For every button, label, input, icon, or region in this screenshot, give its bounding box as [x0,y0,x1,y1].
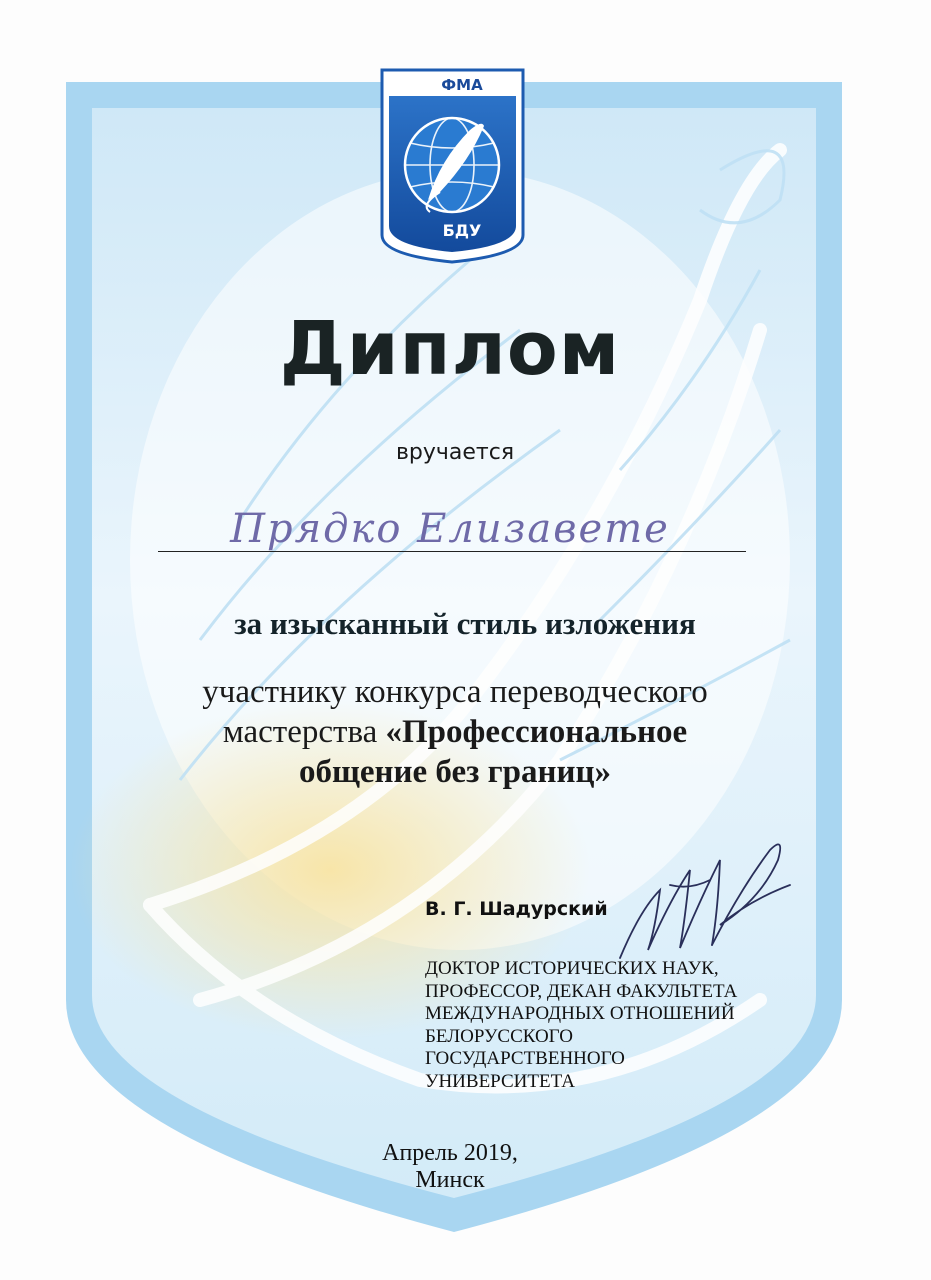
contest-name-part-1: «Профессиональное [385,714,688,750]
signatory-title-line: БЕЛОРУССКОГО [425,1025,573,1047]
signatory-title-line: УНИВЕРСИТЕТА [425,1070,575,1092]
signatory-title-line: ГОСУДАРСТВЕННОГО [425,1048,625,1070]
signatory-title-line: ДОКТОР ИСТОРИЧЕСКИХ НАУК, [425,958,719,979]
emblem-top-text: ФМА [441,76,483,94]
contest-line-2-prefix: мастерства [222,714,386,750]
signatory-name: В. Г. Шадурский [425,898,608,920]
date-place [300,1140,600,1194]
place-line: Минск [415,1167,485,1193]
contest-line-1: участнику конкурса переводческого [202,674,708,710]
recipient-name: Прядко Елизавете [230,506,670,552]
signatory-title-line: МЕЖДУНАРОДНЫХ ОТНОШЕНИЙ [425,1003,735,1025]
contest-line-3 [110,752,800,792]
contest-name-part-2: общение без границ» [298,754,612,790]
signatory-title-line: ПРОФЕССОР, ДЕКАН ФАКУЛЬТЕТА [425,980,738,1002]
emblem-bottom-text: БДУ [442,221,482,240]
award-reason: за изысканный стиль изложения [234,606,696,641]
contest-line-2 [110,712,800,752]
date-line: Апрель 2019, [382,1140,518,1166]
awarded-text: вручается [395,440,515,465]
diploma-title: Диплом [279,306,621,392]
signatory-title [425,958,805,1094]
contest-description [110,672,800,792]
recipient-underline [158,551,746,552]
